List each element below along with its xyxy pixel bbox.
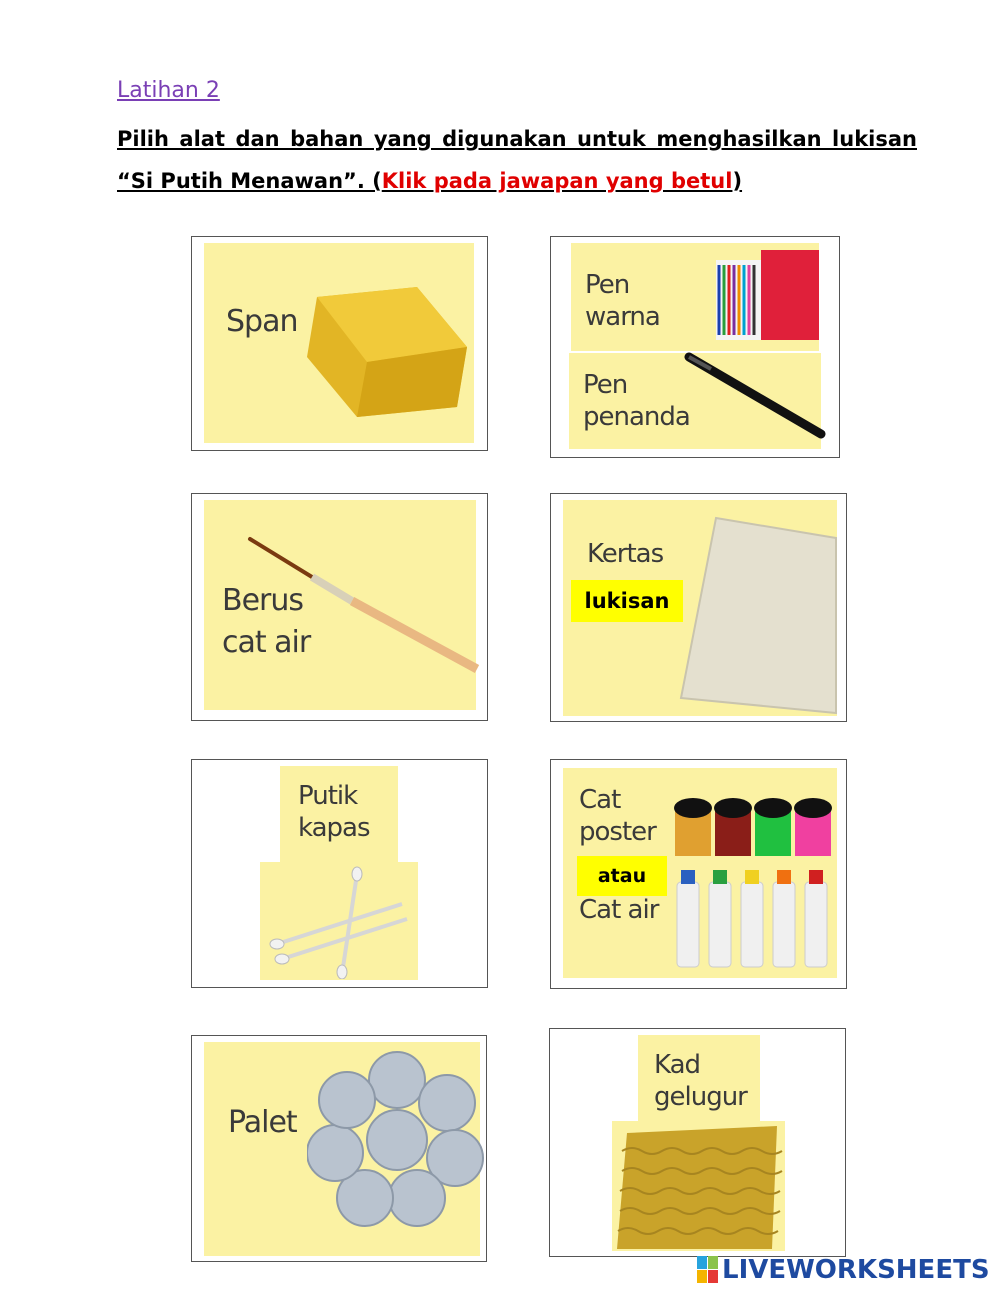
kertas-highlight-label: lukisan [571, 580, 683, 622]
kertas-label: Kertas [587, 539, 664, 569]
answer-card-palet[interactable] [191, 1035, 487, 1262]
instruction-main: Pilih alat dan bahan yang digunakan untuk menghasilkan lukisan “Si Putih Menawan”. ( [117, 127, 917, 193]
paint-jars-image [673, 780, 838, 860]
corrugated-card-image [612, 1121, 785, 1251]
answer-card-kertas[interactable] [550, 493, 847, 722]
span-label: Span [226, 304, 298, 339]
answer-card-kad[interactable] [549, 1028, 846, 1257]
answer-card-putik[interactable] [191, 759, 488, 988]
answer-card-span[interactable] [191, 236, 488, 451]
answer-card-cat[interactable] [550, 759, 847, 989]
sponge-image [297, 267, 477, 437]
color-pens-image [711, 245, 821, 345]
paper-image [676, 508, 841, 718]
marker-pen-image [681, 349, 826, 444]
answer-card-berus[interactable] [191, 493, 488, 721]
instruction-red: Klik pada jawapan yang betul [381, 169, 733, 193]
pen-penanda-label: Pen penanda [583, 370, 690, 432]
instruction-end: ) [732, 169, 743, 193]
paint-tubes-image [673, 864, 838, 974]
brush-image [242, 529, 482, 679]
answer-card-pen[interactable] [550, 236, 840, 458]
palette-image [307, 1048, 487, 1228]
palet-label: Palet [228, 1105, 297, 1140]
page-title: Latihan 2 [117, 78, 220, 103]
kad-label: Kad gelugur [654, 1050, 747, 1112]
cotton-buds-image [262, 864, 417, 979]
putik-label: Putik kapas [298, 781, 370, 843]
atau-highlight-label: atau [577, 856, 667, 896]
berus-label: Berus cat air [222, 583, 311, 660]
liveworksheets-icon [697, 1256, 719, 1284]
cat-air-label: Cat air [579, 895, 659, 925]
cat-poster-label: Cat poster [579, 785, 656, 847]
instruction-text [117, 118, 917, 202]
brand-text: LIVEWORKSHEETS [722, 1255, 990, 1285]
pen-warna-label: Pen warna [585, 270, 660, 332]
liveworksheets-logo [697, 1254, 990, 1286]
